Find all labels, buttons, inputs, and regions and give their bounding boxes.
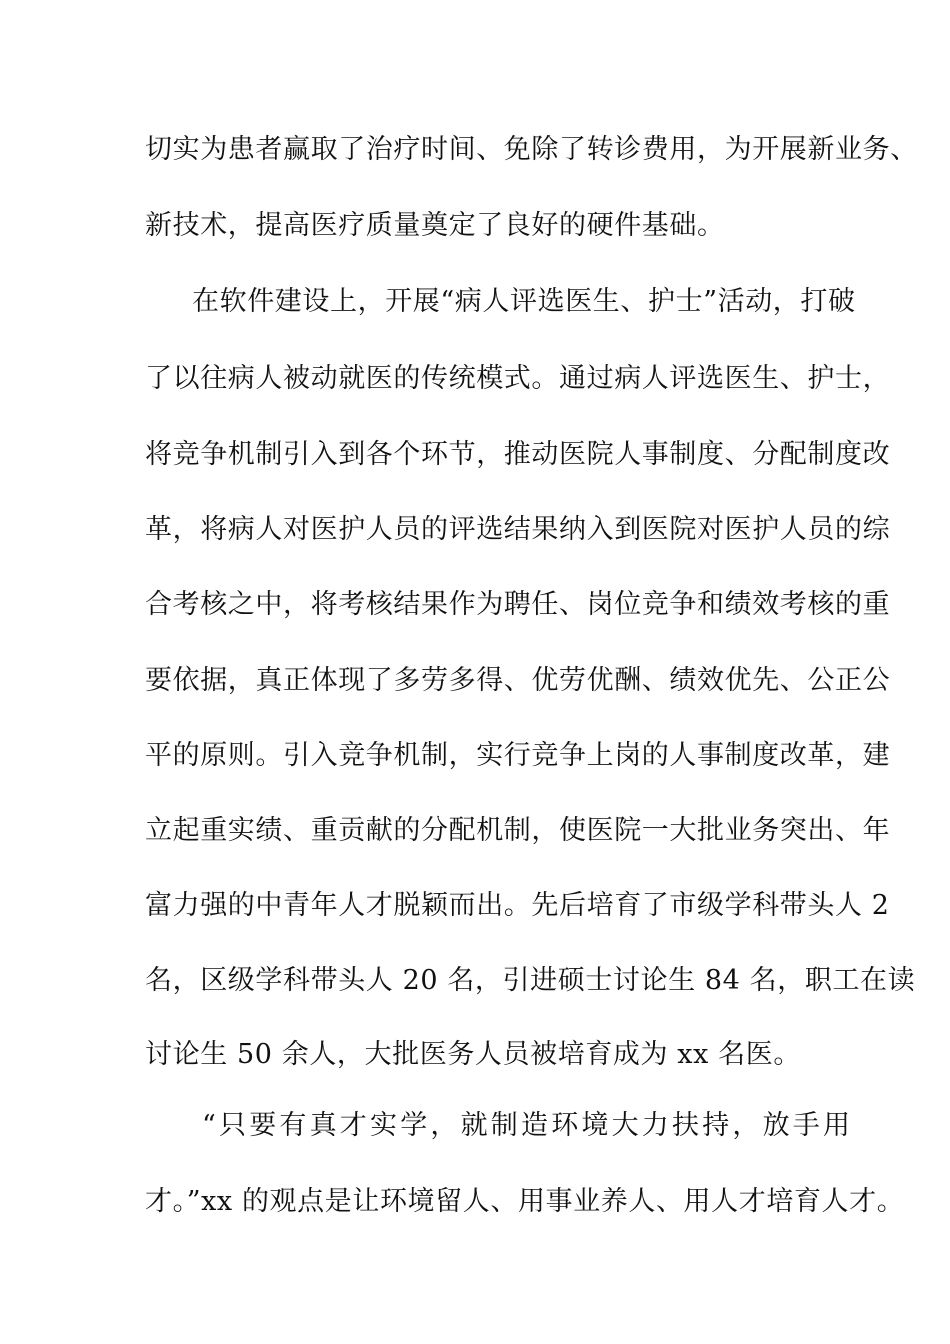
text-line: 立起重实绩、重贡献的分配机制，使医院一大批业务突出、年 xyxy=(145,815,891,846)
text-line: 新技术，提高医疗质量奠定了良好的硬件基础。 xyxy=(145,210,725,241)
paragraph-first-line: “只要有真才实学，就制造环境大力扶持，放手用 xyxy=(202,1110,854,1141)
text-line: 了以往病人被动就医的传统模式。通过病人评选医生、护士， xyxy=(145,363,891,394)
text-line: 才。”xx 的观点是让环境留人、用事业养人、用人才培育人才。 xyxy=(145,1186,905,1217)
paragraph-first-line: 在软件建设上，开展“病人评选医生、护士”活动，打破 xyxy=(192,286,856,317)
text-line: 合考核之中，将考核结果作为聘任、岗位竞争和绩效考核的重 xyxy=(145,589,891,620)
text-line: 名，区级学科带头人 20 名，引进硕士讨论生 84 名，职工在读 xyxy=(145,965,916,996)
text-line: 要依据，真正体现了多劳多得、优劳优酬、绩效优先、公正公 xyxy=(145,665,891,696)
text-line: 富力强的中青年人才脱颖而出。先后培育了市级学科带头人 2 xyxy=(145,890,890,921)
text-line: 讨论生 50 余人，大批医务人员被培育成为 xx 名医。 xyxy=(145,1039,801,1070)
text-line: 将竞争机制引入到各个环节，推动医院人事制度、分配制度改 xyxy=(145,439,891,470)
text-line: 平的原则。引入竞争机制，实行竞争上岗的人事制度改革，建 xyxy=(145,740,891,771)
text-line: 切实为患者赢取了治疗时间、免除了转诊费用，为开展新业务、 xyxy=(145,134,918,165)
text-line: 革，将病人对医护人员的评选结果纳入到医院对医护人员的综 xyxy=(145,514,891,545)
